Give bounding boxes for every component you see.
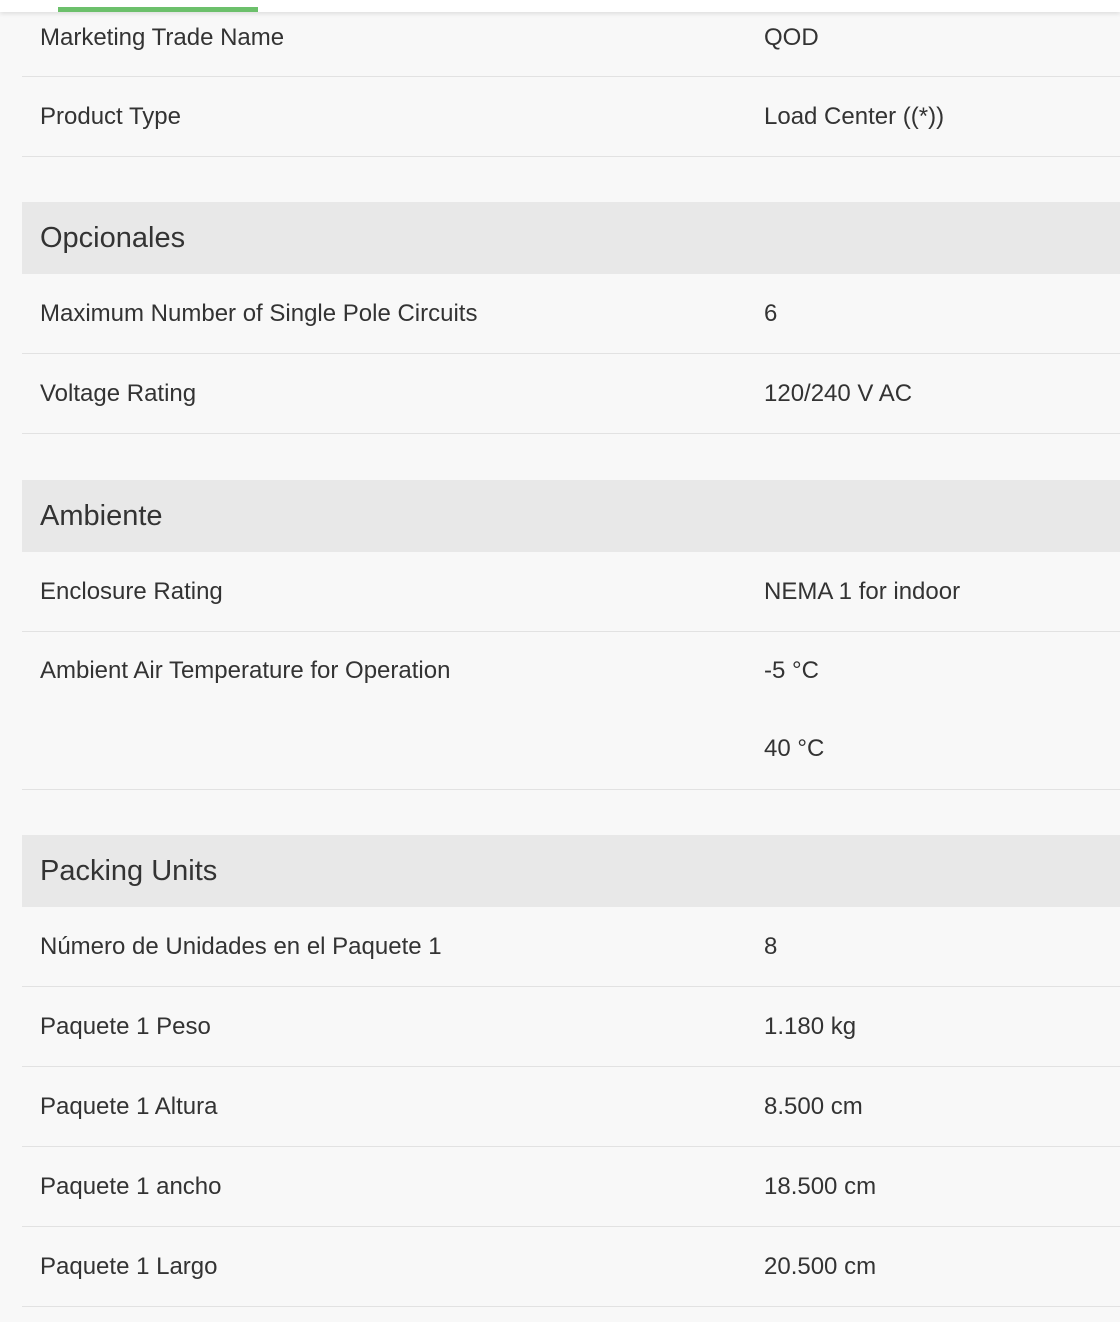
spec-row bbox=[22, 1227, 1120, 1307]
spec-value: 18.500 cm bbox=[764, 1172, 877, 1200]
spec-value: 1.180 kg bbox=[764, 1012, 857, 1040]
spec-row bbox=[22, 632, 1120, 790]
section-header-opcionales: Opcionales bbox=[22, 202, 1120, 274]
spec-label: Ambient Air Temperature for Operation bbox=[40, 657, 451, 684]
spec-label: Número de Unidades en el Paquete 1 bbox=[40, 932, 442, 960]
spec-label: Paquete 1 Altura bbox=[40, 1092, 218, 1120]
spec-label: Paquete 1 Largo bbox=[40, 1252, 218, 1280]
spec-label: Maximum Number of Single Pole Circuits bbox=[40, 299, 478, 327]
section-header-packing-units: Packing Units bbox=[22, 835, 1120, 907]
spec-value: Load Center ((*)) bbox=[764, 102, 945, 130]
spec-label: Paquete 1 ancho bbox=[40, 1172, 222, 1200]
spec-value: 8 bbox=[764, 932, 778, 960]
spec-label: Paquete 1 Peso bbox=[40, 1012, 211, 1040]
spec-label: Marketing Trade Name bbox=[40, 24, 285, 51]
spec-row bbox=[22, 907, 1120, 987]
active-tab-indicator bbox=[58, 7, 258, 12]
spec-row bbox=[22, 552, 1120, 632]
spec-row bbox=[22, 77, 1120, 157]
spec-value: -5 °C bbox=[764, 657, 819, 684]
spec-value: 120/240 V AC bbox=[764, 379, 913, 407]
spec-row bbox=[22, 354, 1120, 434]
spec-value: 40 °C bbox=[764, 735, 825, 762]
spec-label: Voltage Rating bbox=[40, 379, 197, 407]
spec-value: 6 bbox=[764, 299, 778, 327]
spec-label: Product Type bbox=[40, 102, 181, 130]
spec-row bbox=[22, 274, 1120, 354]
top-tab-bar bbox=[0, 0, 1120, 12]
spec-row bbox=[22, 1147, 1120, 1227]
section-header-ambiente: Ambiente bbox=[22, 480, 1120, 552]
spec-value: 8.500 cm bbox=[764, 1092, 863, 1120]
spec-value: 20.500 cm bbox=[764, 1252, 877, 1280]
spec-table bbox=[22, 0, 1120, 1307]
spec-value-list bbox=[764, 632, 1120, 763]
spec-row bbox=[22, 987, 1120, 1067]
spec-value: NEMA 1 for indoor bbox=[764, 577, 961, 605]
spec-value: QOD bbox=[764, 24, 819, 51]
spec-label: Enclosure Rating bbox=[40, 577, 223, 605]
spec-row bbox=[22, 1067, 1120, 1147]
